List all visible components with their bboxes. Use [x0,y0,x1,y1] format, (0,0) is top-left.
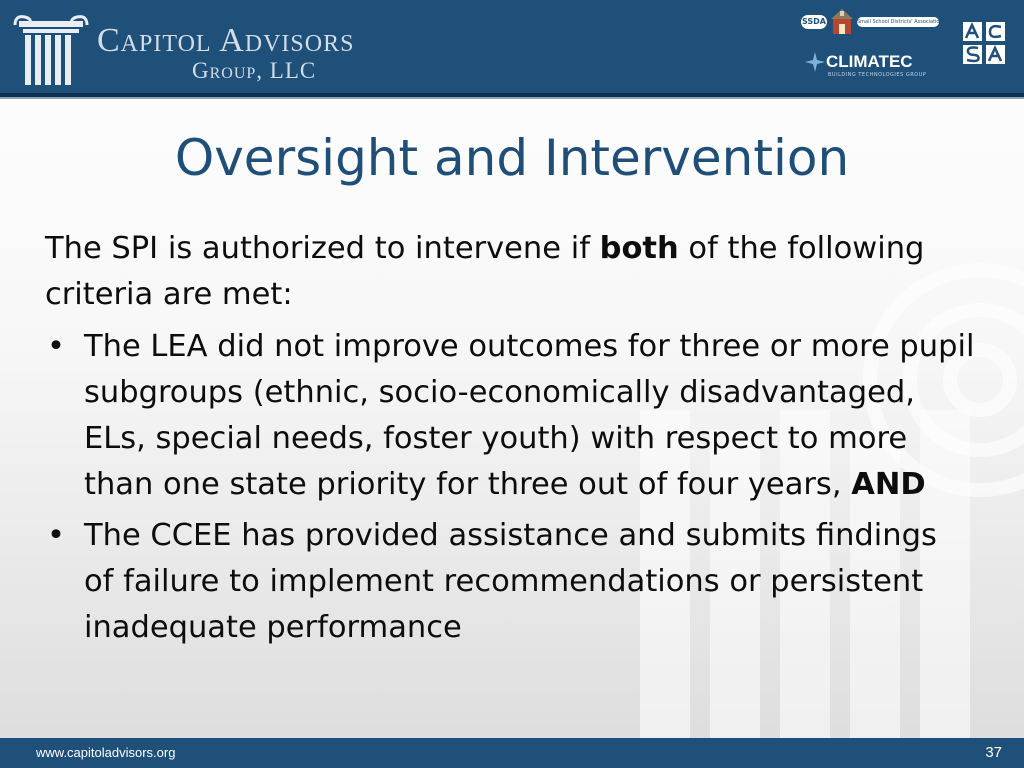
climatec-logo [804,50,944,84]
slide-body [45,226,975,656]
acsa-logo-icon [963,22,1005,64]
brand-subtitle: Group, LLC [192,58,317,83]
list-item [45,513,975,651]
bullet-two-text: The CCEE has provided assistance and submits findings of failure to implement recommendations or persistent inadequate performance [84,518,937,645]
bullet-one-text: The LEA did not improve outcomes for three or more pupil subgroups (ethnic, socio-economically disadvantaged, ELs, special needs, foster youth) with respect to more than one state priority for three out of four years, [84,329,975,502]
ssda-logo [801,8,951,38]
schoolhouse-icon [829,8,855,36]
slide-title: Oversight and Intervention [174,129,850,187]
slide-header [0,0,1024,97]
climatec-tagline: BUILDING TECHNOLOGIES GROUP [828,72,927,78]
footer-website[interactable]: www.capitoladvisors.org [36,745,176,760]
ssda-name: Small School Districts' Association [857,19,943,25]
page-number: 37 [985,744,1002,761]
intro-text-end: of the following criteria are met: [45,231,925,312]
slide-footer [0,738,1024,768]
bullet-one-bold: AND [851,467,926,502]
climatec-name: CLIMATEC [826,52,913,71]
intro-paragraph [45,226,975,318]
criteria-list [45,324,975,651]
intro-text-start: The SPI is authorized to intervene if [45,231,600,266]
list-item [45,324,975,508]
climatec-star-icon [804,50,826,74]
intro-bold: both [599,231,679,266]
header-divider [0,97,1024,99]
brand-name: Capitol Advisors [97,22,355,59]
column-logo-icon [11,11,91,89]
ssda-badge: SSDA [801,15,827,29]
